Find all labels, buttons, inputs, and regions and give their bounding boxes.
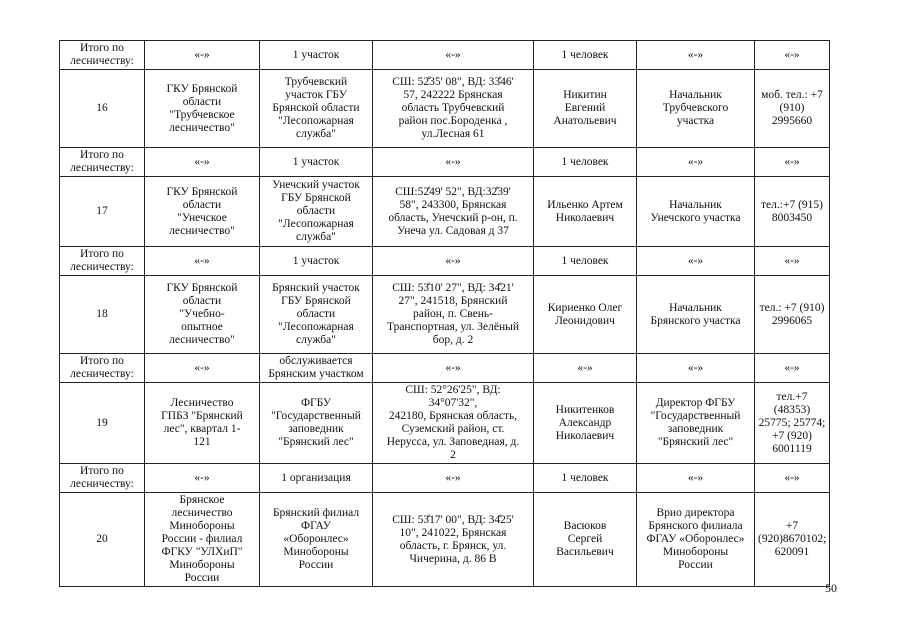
cell-phone: тел.: +7 (910) 2996065 [755,276,830,354]
page-number: 50 [825,581,837,595]
subtotal-coordinates-address: «-» [373,354,534,383]
cell-unit: Трубчевский участок ГБУ Брянской области "Лесопожарная служба" [260,70,373,148]
subtotal-coordinates-address: «-» [373,464,534,493]
subtotal-position: «-» [637,354,755,383]
cell-position: Начальник Унечского участка [637,177,755,247]
cell-person: Никитин Евгений Анатольевич [534,70,637,148]
cell-coordinates-address: СШ: 53̊17' 00", ВД: 34̊25' 10", 241022, Брянская область, г. Брянск, ул. Чичерина, д. 86 В [373,493,534,587]
subtotal-forestry: «-» [145,41,260,70]
cell-position: Врио директора Брянского филиала ФГАУ «Оборонлес» Минобороны России [637,493,755,587]
cell-person: Кириенко Олег Леонидович [534,276,637,354]
table-row [60,383,830,464]
subtotal-coordinates-address: «-» [373,247,534,276]
subtotal-forestry: «-» [145,464,260,493]
subtotal-row [60,464,830,493]
cell-number: 17 [60,177,145,247]
subtotal-phone: «-» [755,247,830,276]
subtotal-number: Итого по лесничеству: [60,41,145,70]
subtotal-number: Итого по лесничеству: [60,148,145,177]
cell-unit: Брянский филиал ФГАУ «Оборонлес» Минобороны России [260,493,373,587]
subtotal-number: Итого по лесничеству: [60,354,145,383]
cell-forestry: ГКУ Брянской области "Трубчевское лесничество" [145,70,260,148]
cell-forestry: ГКУ Брянской области "Учебно- опытное лесничество" [145,276,260,354]
table-row [60,276,830,354]
subtotal-forestry: «-» [145,148,260,177]
cell-number: 16 [60,70,145,148]
cell-number: 19 [60,383,145,464]
subtotal-row [60,148,830,177]
table-row [60,177,830,247]
cell-phone: тел.:+7 (915) 8003450 [755,177,830,247]
table-row [60,70,830,148]
cell-coordinates-address: СШ:52̊49' 52", ВД:32̊39' 58", 243300, Брянская область, Унечский р-он, п. Унеча ул. Садовая д 37 [373,177,534,247]
table-row [60,493,830,587]
subtotal-person: 1 человек [534,247,637,276]
subtotal-coordinates-address: «-» [373,148,534,177]
cell-unit: Брянский участок ГБУ Брянской области "Лесопожарная служба" [260,276,373,354]
subtotal-forestry: «-» [145,354,260,383]
subtotal-coordinates-address: «-» [373,41,534,70]
cell-coordinates-address: СШ: 52°26'25", ВД: 34°07'32", 242180, Брянская область, Суземский район, ст. Нерусса, ул. Заповедная, д. 2 [373,383,534,464]
cell-number: 18 [60,276,145,354]
subtotal-phone: «-» [755,354,830,383]
forestry-table [59,40,830,587]
subtotal-position: «-» [637,247,755,276]
subtotal-number: Итого по лесничеству: [60,464,145,493]
cell-unit: Унечский участок ГБУ Брянской области "Лесопожарная служба" [260,177,373,247]
cell-number: 20 [60,493,145,587]
cell-position: Директор ФГБУ "Государственный заповедник "Брянский лес" [637,383,755,464]
subtotal-number: Итого по лесничеству: [60,247,145,276]
table-body [60,41,830,587]
subtotal-row [60,247,830,276]
subtotal-phone: «-» [755,148,830,177]
subtotal-unit: 1 участок [260,247,373,276]
subtotal-phone: «-» [755,464,830,493]
subtotal-person: 1 человек [534,148,637,177]
subtotal-position: «-» [637,41,755,70]
cell-person: Васюков Сергей Васильевич [534,493,637,587]
cell-person: Никитенков Александр Николаевич [534,383,637,464]
subtotal-person: 1 человек [534,464,637,493]
cell-forestry: Брянское лесничество Минобороны России - филиал ФГКУ "УЛХиП" Минобороны России [145,493,260,587]
subtotal-row [60,354,830,383]
subtotal-unit: 1 участок [260,41,373,70]
cell-position: Начальник Трубчевского участка [637,70,755,148]
cell-coordinates-address: СШ: 52̊35' 08", ВД: 33̊46' 57, 242222 Брянская область Трубчевский район пос.Бороденка , ул.Лесная 61 [373,70,534,148]
cell-person: Ильенко Артем Николаевич [534,177,637,247]
cell-phone: тел.+7 (48353) 25775; 25774; +7 (920) 6001119 [755,383,830,464]
subtotal-unit: 1 организация [260,464,373,493]
cell-position: Начальник Брянского участка [637,276,755,354]
subtotal-person: «-» [534,354,637,383]
subtotal-forestry: «-» [145,247,260,276]
subtotal-unit: обслуживается Брянским участком [260,354,373,383]
subtotal-phone: «-» [755,41,830,70]
subtotal-row [60,41,830,70]
subtotal-unit: 1 участок [260,148,373,177]
cell-phone: +7 (920)8670102; 620091 [755,493,830,587]
subtotal-position: «-» [637,464,755,493]
cell-forestry: ГКУ Брянской области "Унечское лесничество" [145,177,260,247]
cell-unit: ФГБУ "Государственный заповедник "Брянский лес" [260,383,373,464]
cell-phone: моб. тел.: +7 (910) 2995660 [755,70,830,148]
cell-coordinates-address: СШ: 53̊10' 27", ВД: 34̊21' 27", 241518, Брянский район, п. Свень- Транспортная, ул. Зелёный бор, д. 2 [373,276,534,354]
subtotal-person: 1 человек [534,41,637,70]
subtotal-position: «-» [637,148,755,177]
cell-forestry: Лесничество ГПБЗ "Брянский лес", квартал 1- 121 [145,383,260,464]
